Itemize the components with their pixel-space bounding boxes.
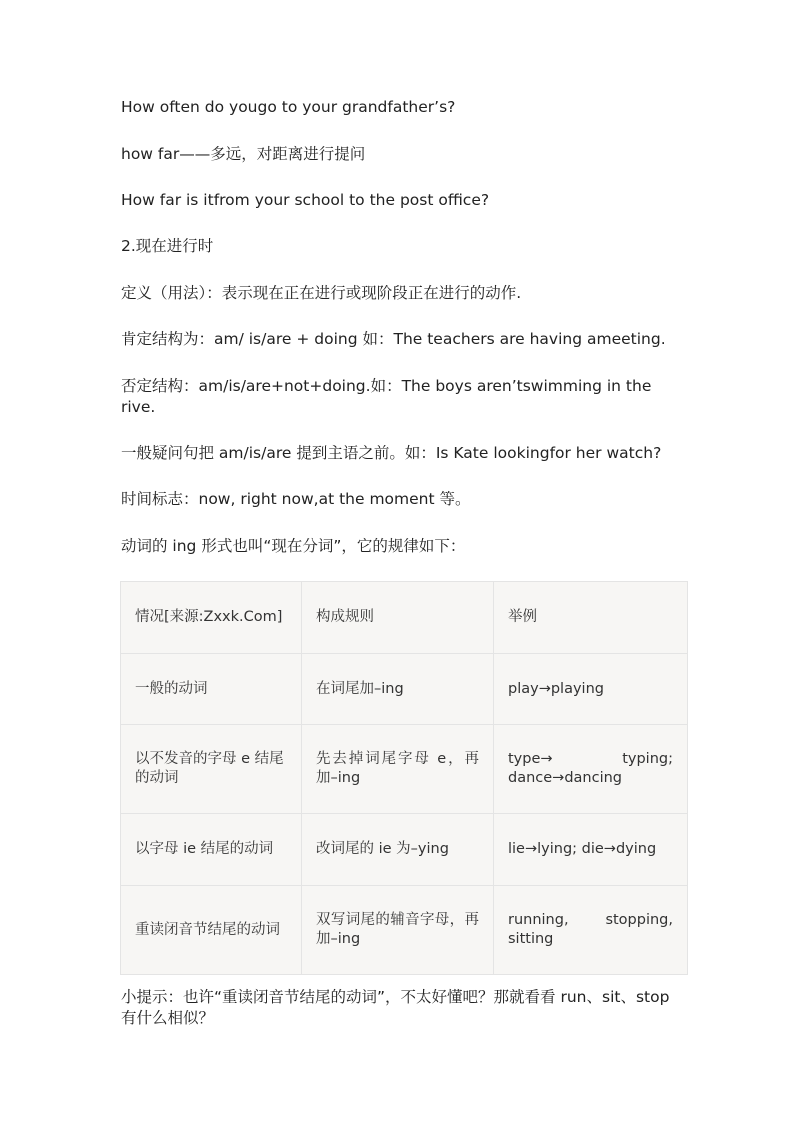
table-cell: 先去掉词尾字母 e，再加–ing (302, 725, 494, 814)
table-header-cell: 构成规则 (302, 582, 494, 654)
table-header-cell: 情况[来源:Zxxk.Com] (121, 582, 302, 654)
table-cell: 一般的动词 (121, 654, 302, 725)
table-cell: 在词尾加–ing (302, 654, 494, 725)
table-row (121, 654, 688, 725)
table-row (121, 814, 688, 886)
table-cell: type→ typing; dance→dancing (494, 725, 688, 814)
text-line-how-far: how far——多远，对距离进行提问 (121, 145, 366, 163)
text-line-definition: 定义（用法）：表示现在正在进行或现阶段正在进行的动作. (121, 284, 522, 302)
table-cell: 以不发音的字母 e 结尾的动词 (121, 725, 302, 814)
table-header-cell: 举例 (494, 582, 688, 654)
table-cell: 改词尾的 ie 为–ying (302, 814, 494, 886)
text-line-negative: 否定结构：am/is/are+not+doing.如：The boys aren’tswimming in the rive. (121, 377, 652, 416)
ing-rules-table (120, 581, 688, 975)
section-heading-present-continuous: 2.现在进行时 (121, 237, 214, 255)
table-cell: 双写词尾的辅音字母，再加–ing (302, 886, 494, 975)
text-line-time-markers: 时间标志：now, right now,at the moment 等。 (121, 490, 471, 508)
table-cell: lie→lying; die→dying (494, 814, 688, 886)
table-row (121, 886, 688, 975)
table-header-row (121, 582, 688, 654)
text-line-how-far-example: How far is itfrom your school to the post office? (121, 191, 490, 209)
table-row (121, 725, 688, 814)
text-line-affirmative: 肯定结构为：am/ is/are + doing 如：The teachers are having ameeting. (121, 330, 666, 348)
table-cell: running, stopping, sitting (494, 886, 688, 975)
text-line-question: 一般疑问句把 am/is/are 提到主语之前。如：Is Kate lookingfor her watch? (121, 444, 662, 462)
text-line-ing-form: 动词的 ing 形式也叫“现在分词”，它的规律如下： (121, 537, 466, 555)
text-line-how-often: How often do yougo to your grandfather’s? (121, 98, 456, 116)
table-cell: 重读闭音节结尾的动词 (121, 886, 302, 975)
tip-paragraph: 小提示：也许“重读闭音节结尾的动词”，不太好懂吧？那就看看 run、sit、stop 有什么相似？ (121, 988, 670, 1027)
table-cell: play→playing (494, 654, 688, 725)
table-cell: 以字母 ie 结尾的动词 (121, 814, 302, 886)
